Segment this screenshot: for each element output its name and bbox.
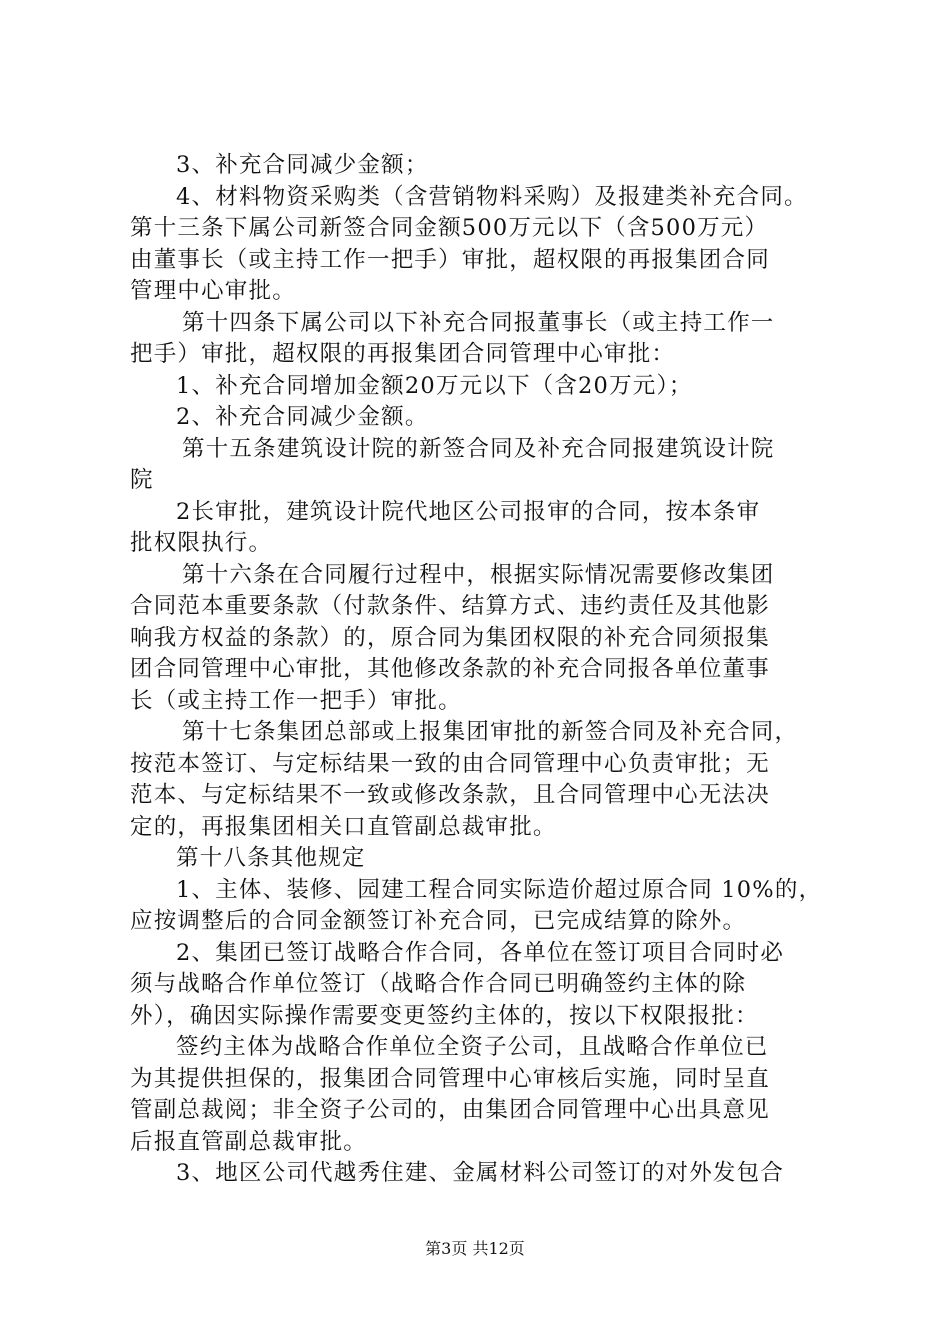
text-line: 1、主体、装修、园建工程合同实际造价超过原合同 10%的， [176, 876, 823, 903]
text-line: 3、地区公司代越秀住建、金属材料公司签订的对外发包合 [176, 1160, 785, 1186]
page-footer [0, 1236, 950, 1259]
text-line: 1、补充合同增加金额20万元以下（含20万元）； [176, 372, 693, 399]
text-line: 由董事长（或主持工作一把手）审批，超权限的再报集团合同 [130, 246, 770, 273]
text-line: 后报直管副总裁审批。 [130, 1128, 368, 1155]
text-line: 院 [130, 467, 154, 493]
text-line: 4、材料物资采购类（含营销物料采购）及报建类补充合同。 [176, 183, 808, 210]
document-body [130, 150, 840, 1190]
text-line: 3、补充合同减少金额； [176, 152, 429, 178]
text-line: 定的，再报集团相关口直管副总裁审批。 [130, 813, 557, 840]
text-line: 应按调整后的合同金额签订补充合同，已完成结算的除外。 [130, 908, 747, 934]
text-line: 管理中心审批。 [130, 278, 296, 304]
text-line: 2、补充合同减少金额。 [176, 404, 429, 430]
text-line: 把手）审批，超权限的再报集团合同管理中心审批： [130, 341, 676, 367]
text-line: 批权限执行。 [130, 530, 273, 556]
text-line: 2、集团已签订战略合作合同，各单位在签订项目合同时必 [176, 939, 785, 966]
text-line: 第十五条建筑设计院的新签合同及补充合同报建筑设计院 [182, 435, 775, 462]
text-line: 第十八条其他规定 [176, 845, 366, 871]
text-line: 按范本签订、与定标结果一致的由合同管理中心负责审批；无 [130, 750, 770, 777]
text-line: 团合同管理中心审批，其他修改条款的补充合同报各单位董事 [130, 656, 770, 682]
text-line: 须与战略合作单位签订（战略合作合同已明确签约主体的除 [130, 971, 747, 997]
text-line: 第十七条集团总部或上报集团审批的新签合同及补充合同， [182, 719, 799, 745]
text-line: 外），确因实际操作需要变更签约主体的，按以下权限报批： [130, 1002, 759, 1029]
text-line: 合同范本重要条款（付款条件、结算方式、违约责任及其他影 [130, 593, 770, 619]
text-line: 第十四条下属公司以下补充合同报董事长（或主持工作一 [182, 309, 775, 336]
text-line: 2长审批，建筑设计院代地区公司报审的合同，按本条审 [176, 498, 761, 525]
text-line: 第十六条在合同履行过程中，根据实际情况需要修改集团 [182, 561, 775, 588]
page-number-label: 第3页 共12页 [425, 1239, 525, 1258]
text-line: 为其提供担保的，报集团合同管理中心审核后实施，同时呈直 [130, 1065, 770, 1092]
text-line: 管副总裁阅；非全资子公司的，由集团合同管理中心出具意见 [130, 1097, 770, 1123]
text-line: 响我方权益的条款）的，原合同为集团权限的补充合同须报集 [130, 624, 770, 651]
text-line: 范本、与定标结果不一致或修改条款，且合同管理中心无法决 [130, 782, 770, 808]
text-line: 签约主体为战略合作单位全资子公司，且战略合作单位已 [176, 1034, 769, 1060]
text-line: 第十三条下属公司新签合同金额500万元以下（含500万元） [130, 215, 769, 241]
text-line: 长（或主持工作一把手）审批。 [130, 687, 462, 714]
